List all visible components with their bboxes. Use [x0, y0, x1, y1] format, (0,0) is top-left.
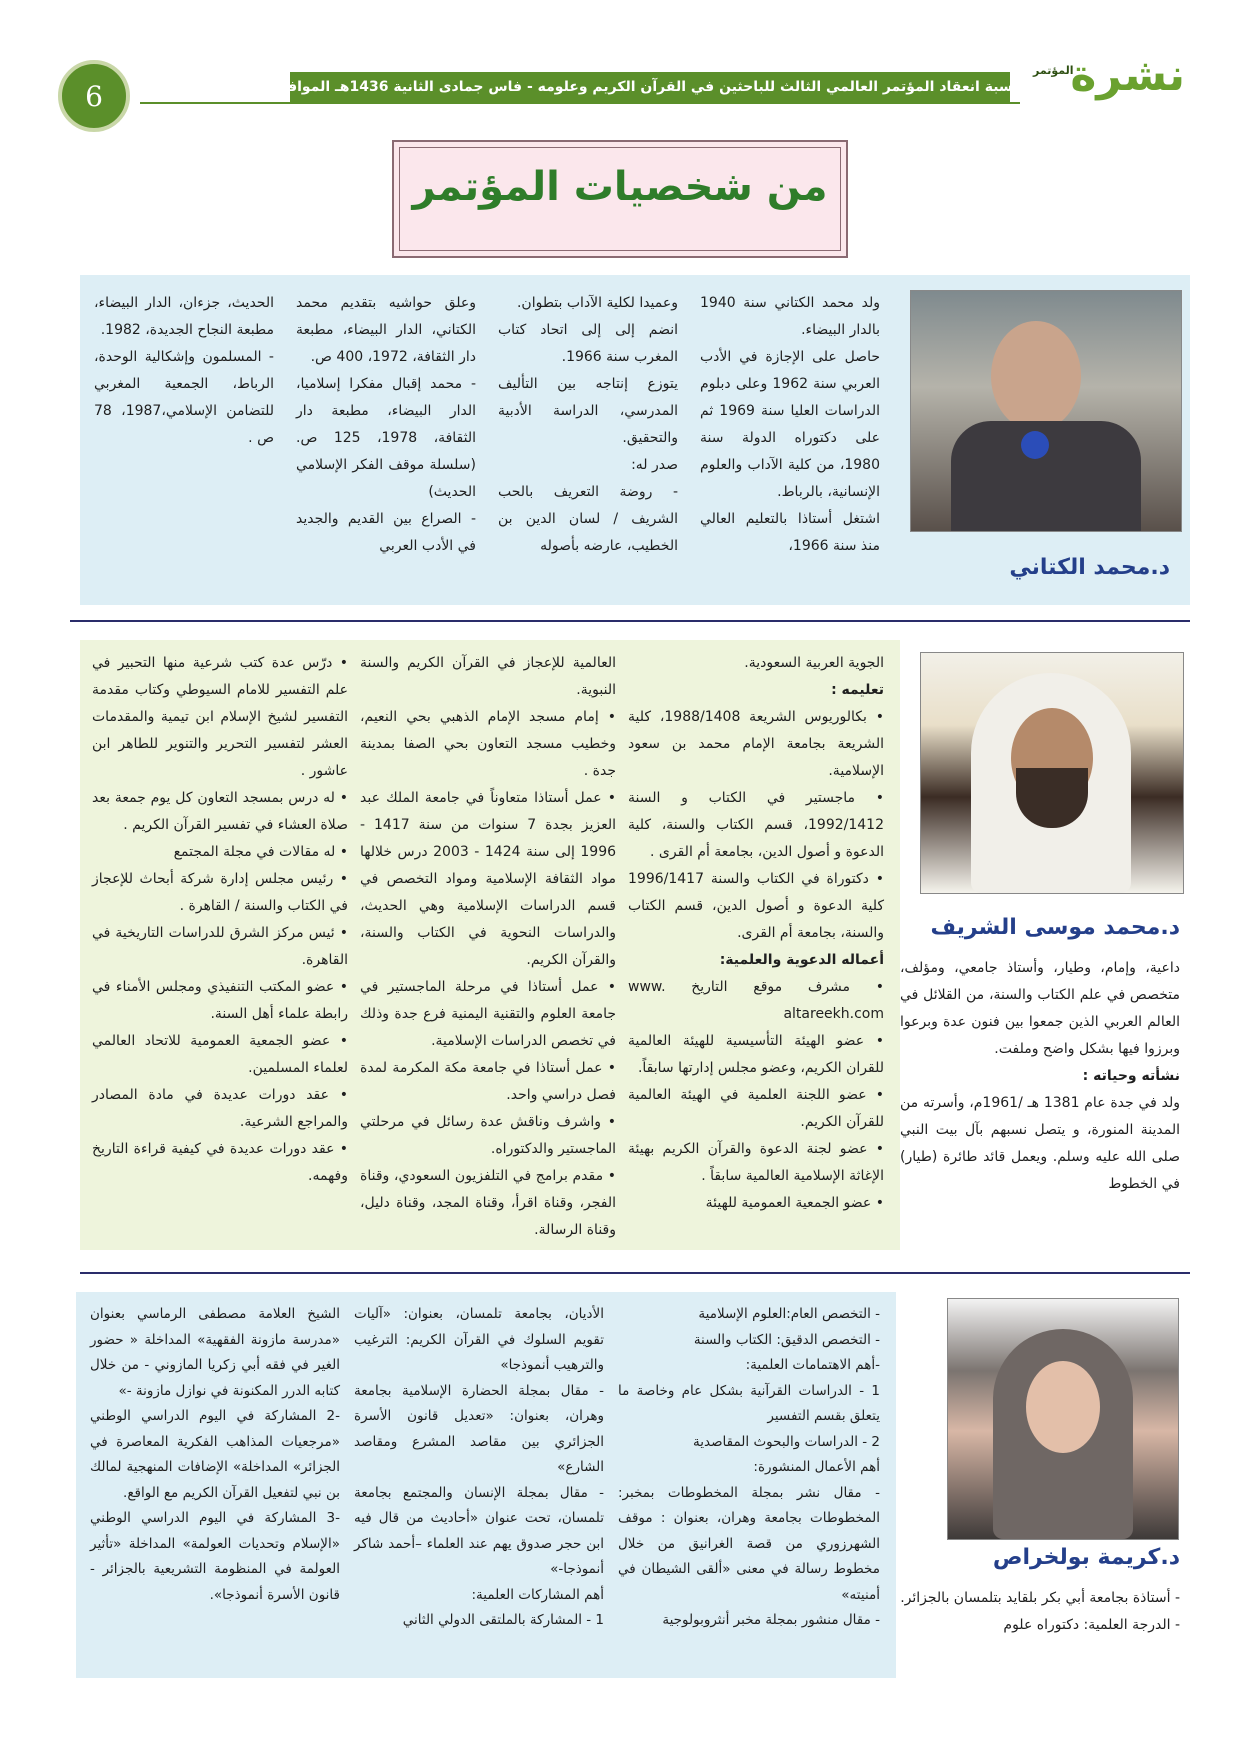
paragraph: ولد في جدة عام 1381 هـ /1961م، وأسرته من المدينة المنورة، و يتصل نسبهم بآل بيت النبي صلى الله عليه وسلم. ويعمل قائد طائرة (طيار) في الخطوط	[900, 1095, 1180, 1192]
list-item: • عمل أستاذا متعاوناً في جامعة الملك عبد العزيز بجدة 7 سنوات من سنة 1417 - 1996 إلى سنة 1424 - 2003 درس خلالها مواد الثقافة الإسلامية ومواد التخصص في قسم الدراسات الإسلامية وهي الحديث، والدراسات النحوية في الكتاب والسنة، والقرآن الكريم.	[360, 790, 617, 968]
profile-name-1: د.محمد الكتاني	[1009, 555, 1170, 580]
profile-3-column-2	[354, 1302, 604, 1634]
profile-3-intro	[900, 1585, 1180, 1639]
paragraph: - مقال منشور بمجلة مخبر أنثروبولوجية	[662, 1612, 880, 1628]
header-rule	[140, 102, 1020, 104]
list-item: • ئيس مركز الشرق للدراسات التاريخية في القاهرة.	[92, 925, 348, 968]
list-item: • رئيس مجلس إدارة شركة أبحاث للإعجاز في الكتاب والسنة / القاهرة .	[92, 871, 348, 914]
paragraph: حاصل على الإجازة في الأدب العربي سنة 1962 وعلى دبلوم الدراسات العليا سنة 1969 ثم على دكتوراه الدولة سنة 1980، من كلية الآداب والعلوم الإنسانية، بالرباط.	[700, 349, 880, 500]
list-item: • بكالوريوس الشريعة 1988/1408، كلية الشريعة بجامعة الإمام محمد بن سعود الإسلامية.	[628, 709, 884, 779]
profile-3-column-1	[618, 1302, 880, 1634]
profile-1-column-4	[94, 290, 274, 452]
section-divider	[70, 620, 1190, 622]
list-item: • مقدم برامج في التلفزيون السعودي، وقناة الفجر، وقناة اقرأ، وقناة المجد، وقناة دليل، وقناة الرسالة.	[360, 1168, 616, 1238]
profile-2-column-2	[360, 650, 616, 1244]
paragraph: - محمد إقبال مفكرا إسلاميا، الدار البيضاء، مطبعة دار الثقافة، 1978، 125 ص. (سلسلة موقف الفكر الإسلامي الحديث)	[296, 376, 477, 500]
paragraph: - المسلمون وإشكالية الوحدة، الرباط، الجمعية المغربي للتضامن الإسلامي،1987، 78 ص .	[94, 349, 274, 446]
profile-name-2: د.محمد موسى الشريف	[930, 915, 1180, 940]
paragraph: - الصراع بين القديم والجديد في الأدب العربي	[296, 511, 476, 554]
paragraph: -أهم الاهتمامات العلمية:	[745, 1357, 880, 1373]
publication-logo	[1025, 50, 1195, 116]
profile-name-3: د.كريمة بولخراص	[992, 1545, 1180, 1570]
list-item: • له درس بمسجد التعاون كل يوم جمعة بعد صلاة العشاء في تفسير القرآن الكريم .	[92, 790, 348, 833]
paragraph: وعميدا لكلية الآداب بتطوان.	[516, 295, 678, 311]
section-banner	[392, 140, 848, 258]
section-divider	[80, 1272, 1190, 1274]
paragraph: -3 المشاركة في اليوم الدراسي الوطني «الإسلام وتحديات العولمة» المداخلة «تأثير العولمة في المنظومة التشريعية بالجزائر - قانون الأسرة أنموذجا».	[90, 1510, 340, 1603]
portrait-photo-3	[947, 1298, 1179, 1540]
list-item: • عقد دورات عديدة في مادة المصادر والمراجع الشرعية.	[92, 1087, 348, 1130]
paragraph: انضم إلى إلى اتحاد كتاب المغرب سنة 1966.	[498, 322, 678, 365]
paragraph: - مقال نشر بمجلة المخطوطات بمخبر: المخطوطات بجامعة وهران، بعنوان : موقف الشهرزوري من قصة الغرانيق من خلال مخطوط رسالة في معنى «ألقى الشيطان في أمنيته»	[618, 1484, 880, 1603]
paragraph: - التخصص العام:العلوم الإسلامية	[698, 1306, 880, 1322]
logo-text: نشرة	[1070, 50, 1185, 101]
paragraph: الأديان، بجامعة تلمسان، بعنوان: «آليات تقويم السلوك في القرآن الكريم: الترغيب والترهيب أنموذجا»	[354, 1306, 604, 1373]
portrait-photo-2	[920, 652, 1184, 894]
profile-2-column-1	[628, 650, 884, 1217]
paragraph: - مقال بمجلة الإنسان والمجتمع بجامعة تلمسان، تحت عنوان «أحاديث من قال فيه ابن حجر صدوق يهم عند العلماء –أحمد شاكر أنموذجا-»	[354, 1484, 604, 1577]
list-item: • إمام مسجد الإمام الذهبي بحي النعيم، وخطيب مسجد التعاون بحي الصفا بمدينة جدة .	[360, 709, 616, 779]
paragraph: الحديث، جزءان، الدار البيضاء، مطبعة النجاح الجديدة، 1982.	[94, 295, 274, 338]
list-item: • له مقالات في مجلة المجتمع	[173, 844, 348, 860]
paragraph: الشيخ العلامة مصطفى الرماسي بعنوان «مدرسة مازونة الفقهية» المداخلة « حضور الغير في فقه أبي زكريا المازوني - من خلال كتابه الدرر المكنونة في نوازل مازونة -»	[90, 1306, 340, 1399]
profile-1-column-1	[700, 290, 880, 560]
list-item: • عقد دورات عديدة في كيفية قراءة التاريخ وفهمه.	[92, 1141, 348, 1184]
paragraph: - مقال بمجلة الحضارة الإسلامية بجامعة وهران، بعنوان: «تعديل قانون الأسرة الجزائري بين مقاصد المشرع ومقاصد الشارع»	[354, 1382, 604, 1475]
paragraph: - أستاذة بجامعة أبي بكر بلقايد بتلمسان بالجزائر.	[900, 1590, 1180, 1606]
paragraph: العالمية للإعجاز في القرآن الكريم والسنة النبوية.	[360, 655, 616, 698]
paragraph: 1 - الدراسات القرآنية بشكل عام وخاصة ما يتعلق بقسم التفسير	[618, 1382, 880, 1424]
list-item: • عضو اللجنة العلمية في الهيئة العالمية للقرآن الكريم.	[628, 1087, 884, 1130]
paragraph: داعية، وإمام، وطيار، وأستاذ جامعي، ومؤلف، متخصص في علم الكتاب والسنة، من القلائل في العالم العربي الذين جمعوا بين فنون عدة وبرعوا وبرزوا فيها بشكل واضح وملفت.	[900, 960, 1180, 1057]
paragraph: اشتغل أستاذا بالتعليم العالي منذ سنة 1966،	[700, 511, 880, 554]
list-item: • عضو الهيئة التأسيسية للهيئة العالمية للقران الكريم، وعضو مجلس إدارتها سابقاً.	[628, 1033, 884, 1076]
header-tagline: يومية تصدر بمناسبة انعقاد المؤتمر العالمي الثالث للباحثين في القرآن الكريم وعلومه - فاس جمادى الثانية 1436هـ الموافق أبريل 2015م	[290, 72, 1010, 102]
list-item: • عضو الجمعية العمومية للهيئة	[705, 1195, 884, 1211]
paragraph: 1 - المشاركة بالملتقى الدولي الثاني	[402, 1612, 604, 1628]
subheading: أعماله الدعوية والعلمية:	[719, 952, 884, 968]
list-item: • عضو الجمعية العمومية للاتحاد العالمي لعلماء المسلمين.	[92, 1033, 348, 1076]
paragraph: - التخصص الدقيق: الكتاب والسنة	[693, 1331, 880, 1348]
list-item: • دكتوراة في الكتاب والسنة 1996/1417 كلية الدعوة و أصول الدين، قسم الكتاب والسنة، بجامعة أم القرى.	[628, 871, 884, 941]
page-number: 6	[58, 60, 130, 132]
list-item: • واشرف وناقش عدة رسائل في مرحلتي الماجستير والدكتوراه.	[360, 1114, 616, 1157]
paragraph: وعلق حواشيه بتقديم محمد الكتاني، الدار البيضاء، مطبعة دار الثقافة، 1972، 400 ص.	[296, 295, 476, 365]
profile-1-column-3	[296, 290, 476, 560]
list-item: • درّس عدة كتب شرعية منها التحبير في علم التفسير للامام السيوطي وكتاب مقدمة التفسير لشيخ الإسلام ابن تيمية والمقدمات العشر لتفسير التحرير والتنوير للطاهر ابن عاشور .	[92, 655, 348, 779]
list-item: • ماجستير في الكتاب و السنة 1992/1412، قسم الكتاب والسنة، كلية الدعوة و أصول الدين، بجامعة أم القرى .	[628, 790, 884, 860]
logo-superscript: المؤتمر	[1033, 64, 1074, 77]
list-item: • عمل أستاذا في جامعة مكة المكرمة لمدة فصل دراسي واحد.	[360, 1060, 616, 1103]
paragraph: الجوية العربية السعودية.	[744, 655, 884, 671]
paragraph: صدر له:	[631, 457, 678, 473]
list-item: • عمل أستاذا في مرحلة الماجستير في جامعة العلوم والتقنية اليمنية فرع جدة وذلك في تخصص الدراسات الإسلامية.	[360, 979, 616, 1049]
profile-3-column-3	[90, 1302, 340, 1608]
subheading: تعليمه :	[831, 682, 884, 698]
paragraph: - الدرجة العلمية: دكتوراه علوم	[1003, 1617, 1180, 1633]
paragraph: أهم المشاركات العلمية:	[471, 1586, 604, 1603]
profile-2-column-3	[92, 650, 348, 1190]
list-item: • مشرف موقع التاريخ www. altareekh.com	[628, 979, 884, 1022]
section-title: من شخصيات المؤتمر	[412, 164, 828, 210]
list-item: • عضو لجنة الدعوة والقرآن الكريم بهيئة الإغاثة الإسلامية العالمية سابقاً .	[628, 1141, 884, 1184]
paragraph: يتوزع إنتاجه بين التأليف المدرسي، الدراسة الأدبية والتحقيق.	[498, 376, 678, 446]
subheading: نشأته وحياته :	[1082, 1068, 1180, 1084]
portrait-photo-1	[910, 290, 1182, 532]
paragraph: 2 - الدراسات والبحوث المقاصدية	[693, 1433, 880, 1450]
profile-1-column-2	[498, 290, 678, 560]
list-item: • عضو المكتب التنفيذي ومجلس الأمناء في رابطة علماء أهل السنة.	[92, 979, 348, 1022]
paragraph: ولد محمد الكتاني سنة 1940 بالدار البيضاء.	[700, 295, 880, 338]
paragraph: -2 المشاركة في اليوم الدراسي الوطني «مرجعيات المذاهب الفكرية المعاصرة في الجزائر» المداخلة» الإضافات المنهجية لمالك بن نبي لتفعيل القرآن الكريم مع الواقع.	[90, 1408, 340, 1501]
paragraph: - روضة التعريف بالحب الشريف / لسان الدين بن الخطيب، عارضه بأصوله	[498, 484, 678, 554]
paragraph: أهم الأعمال المنشورة:	[753, 1459, 880, 1475]
profile-2-intro	[900, 955, 1180, 1198]
